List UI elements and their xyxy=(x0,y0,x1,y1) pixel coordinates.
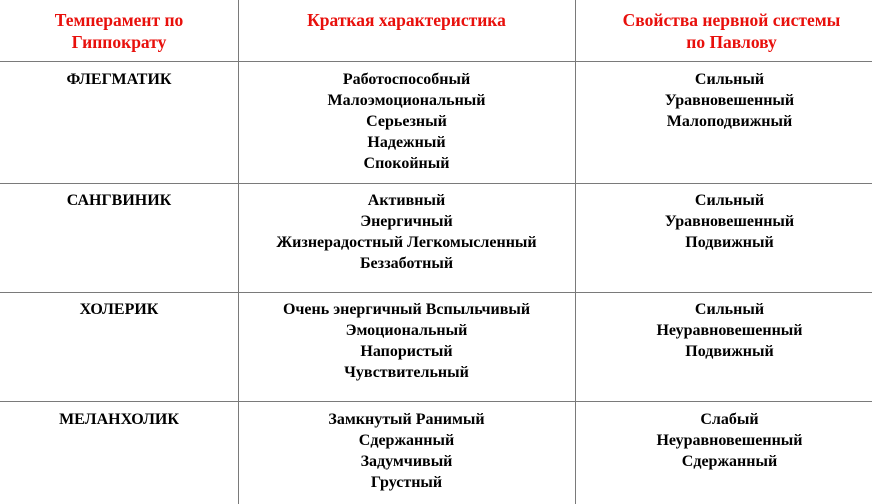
row-divider-2 xyxy=(0,292,872,293)
trait-line: Замкнутый Ранимый xyxy=(328,411,485,428)
header-characteristic xyxy=(238,9,575,31)
pavlov-line: Уравновешенный xyxy=(664,213,795,230)
trait-line: Задумчивый xyxy=(360,453,453,470)
header-characteristic-line-1: Краткая характеристика xyxy=(307,10,506,30)
row-3-temperament xyxy=(0,299,238,320)
row-2-traits xyxy=(238,190,575,274)
temperament-name: САНГВИНИК xyxy=(66,192,172,209)
row-4-traits xyxy=(238,409,575,493)
trait-line: Напористый xyxy=(360,343,453,360)
pavlov-line: Сильный xyxy=(694,192,765,209)
trait-line: Сдержанный xyxy=(358,432,455,449)
pavlov-line: Неуравновешенный xyxy=(656,432,803,449)
trait-line: Беззаботный xyxy=(359,255,454,272)
pavlov-line: Подвижный xyxy=(685,234,774,251)
trait-line: Чувствительный xyxy=(344,364,469,381)
pavlov-line: Подвижный xyxy=(685,343,774,360)
row-1-temperament xyxy=(0,69,238,90)
row-3-traits xyxy=(238,299,575,383)
pavlov-line: Малоподвижный xyxy=(666,113,793,130)
header-nervous-system xyxy=(575,9,872,53)
row-2-temperament xyxy=(0,190,238,211)
trait-line: Спокойный xyxy=(363,155,450,172)
header-nervous-system-line-2: по Павлову xyxy=(686,32,777,52)
trait-line: Грустный xyxy=(370,474,443,491)
pavlov-line: Неуравновешенный xyxy=(656,322,803,339)
temperament-name: ХОЛЕРИК xyxy=(79,301,159,318)
trait-line: Малоэмоциональный xyxy=(327,92,486,109)
row-divider-1 xyxy=(0,183,872,184)
row-divider-header xyxy=(0,61,872,62)
row-3-pavlov xyxy=(575,299,872,362)
pavlov-line: Сильный xyxy=(694,301,765,318)
trait-line: Очень энергичный Вспыльчивый xyxy=(282,301,531,318)
trait-line: Надежный xyxy=(367,134,446,151)
trait-line: Серьезный xyxy=(366,113,447,130)
row-2-pavlov xyxy=(575,190,872,253)
trait-line: Жизнерадостный Легкомысленный xyxy=(276,234,537,251)
row-divider-3 xyxy=(0,401,872,402)
header-temperament xyxy=(0,9,238,53)
row-4-pavlov xyxy=(575,409,872,472)
header-temperament-line-1: Темперамент по xyxy=(54,10,184,30)
header-temperament-line-2: Гиппократу xyxy=(71,32,167,52)
row-1-traits xyxy=(238,69,575,174)
trait-line: Работоспособный xyxy=(342,71,471,88)
header-nervous-system-line-1: Свойства нервной системы xyxy=(622,10,841,30)
pavlov-line: Сдержанный xyxy=(681,453,778,470)
row-1-pavlov xyxy=(575,69,872,132)
row-4-temperament xyxy=(0,409,238,430)
trait-line: Энергичный xyxy=(360,213,453,230)
trait-line: Активный xyxy=(367,192,446,209)
pavlov-line: Слабый xyxy=(700,411,759,428)
trait-line: Эмоциональный xyxy=(345,322,468,339)
pavlov-line: Уравновешенный xyxy=(664,92,795,109)
pavlov-line: Сильный xyxy=(694,71,765,88)
temperament-name: МЕЛАНХОЛИК xyxy=(59,411,179,428)
temperament-name: ФЛЕГМАТИК xyxy=(66,71,172,88)
